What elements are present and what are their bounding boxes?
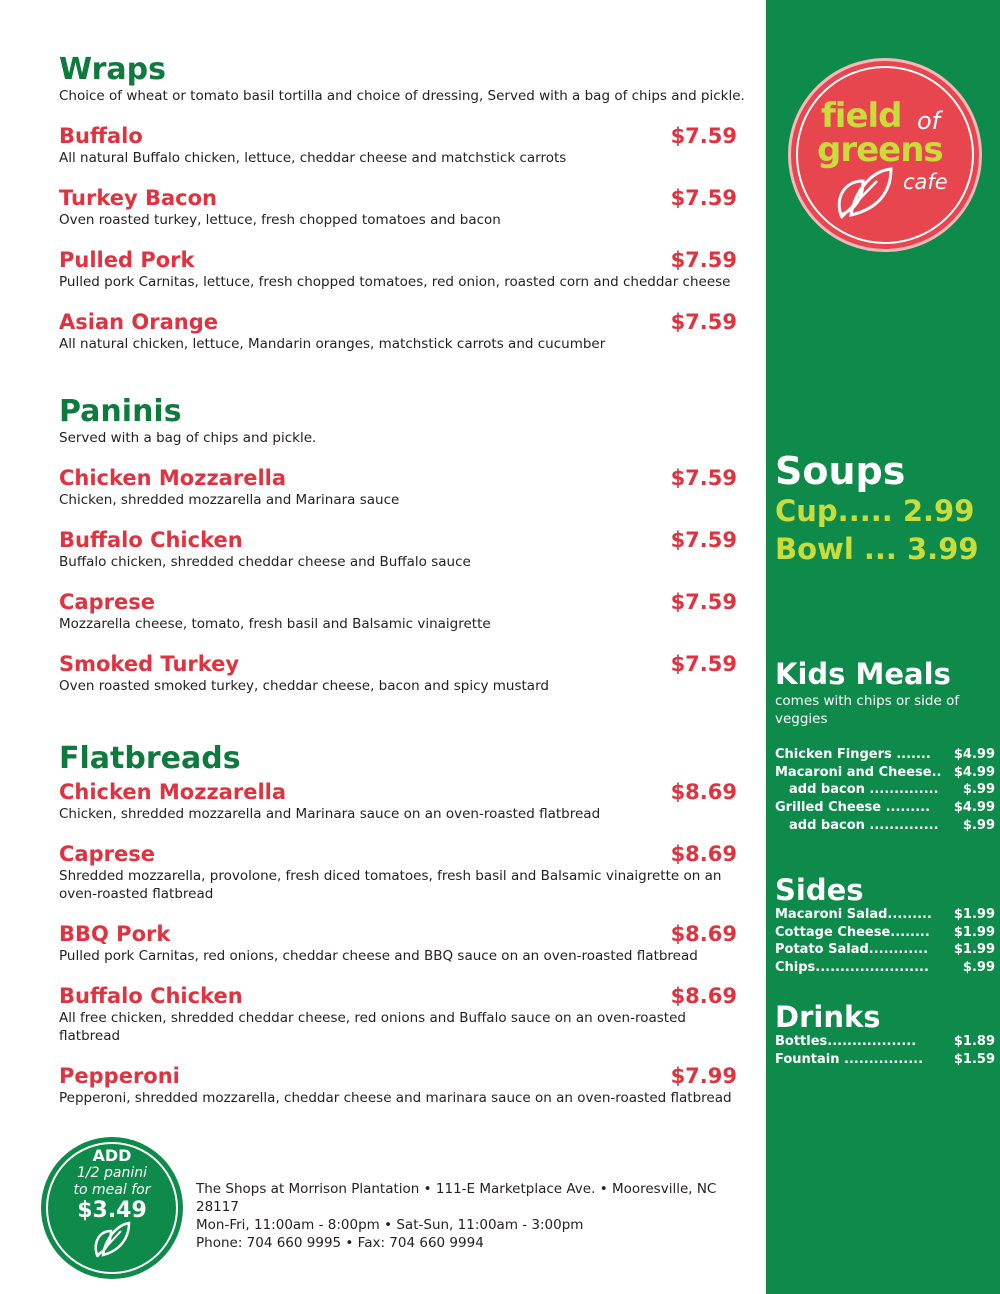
item-price: $7.59	[670, 124, 737, 148]
list-item: Cottage Cheese........ $1.99	[775, 924, 995, 940]
badge-text	[41, 1165, 183, 1199]
flatbreads-title: Flatbreads	[59, 741, 241, 776]
sides-section	[775, 874, 995, 977]
menu-item	[59, 465, 749, 509]
item-name: Buffalo Chicken	[59, 984, 243, 1008]
item-name: Chicken Mozzarella	[59, 466, 287, 490]
item-name: Caprese	[59, 842, 155, 866]
item-description: Chicken, shredded mozzarella and Marinara sauce on an oven-roasted flatbread	[59, 806, 601, 822]
badge-line1: 1/2 panini	[77, 1165, 147, 1181]
wraps-section	[59, 54, 749, 353]
list-item: Macaroni Salad......... $1.99	[775, 907, 995, 922]
item-name: Pulled Pork	[59, 248, 195, 272]
item-description: Mozzarella cheese, tomato, fresh basil and Balsamic vinaigrette	[59, 616, 491, 632]
item-description: All free chicken, shredded cheddar cheese, red onions and Buffalo sauce on an oven-roasted flatbread	[59, 1010, 686, 1044]
item-name: Buffalo Chicken	[59, 528, 243, 552]
item-description: Buffalo chicken, shredded cheddar cheese and Buffalo sauce	[59, 554, 471, 570]
item-description: Pulled pork Carnitas, lettuce, fresh chopped tomatoes, red onion, roasted corn and cheddar cheese	[59, 274, 731, 290]
drinks-list	[775, 1033, 995, 1068]
leaf-icon	[91, 1219, 133, 1259]
soups-section	[775, 450, 995, 568]
item-description: Pepperoni, shredded mozzarella, cheddar cheese and marinara sauce on an oven-roasted flatbread	[59, 1090, 732, 1106]
add-panini-badge	[41, 1137, 183, 1279]
item-price: $7.59	[670, 652, 737, 676]
list-item: add bacon .............. $.99	[789, 817, 995, 833]
menu-item	[59, 247, 749, 291]
list-item: Macaroni and Cheese.. $4.99	[775, 764, 995, 780]
list-item: Fountain ................ $1.59	[775, 1051, 995, 1067]
menu-item	[59, 185, 749, 229]
logo-of: of	[917, 107, 941, 135]
drinks-title: Drinks	[775, 1000, 881, 1034]
list-item: add bacon .............. $.99	[789, 782, 995, 798]
item-description: Oven roasted turkey, lettuce, fresh chopped tomatoes and bacon	[59, 212, 501, 228]
item-price: $8.69	[670, 984, 737, 1008]
soup-cup: Cup..... 2.99	[775, 494, 975, 528]
item-name: Buffalo	[59, 124, 143, 148]
kids-note: comes with chips or side of veggies	[775, 693, 960, 727]
soup-bowl: Bowl ... 3.99	[775, 532, 979, 566]
sides-title: Sides	[775, 873, 864, 907]
item-description: Shredded mozzarella, provolone, fresh diced tomatoes, fresh basil and Balsamic vinaigrette on an oven-roasted flatbread	[59, 868, 722, 902]
footer-hours: Mon-Fri, 11:00am - 8:00pm • Sat-Sun, 11:00am - 3:00pm	[196, 1217, 584, 1233]
footer-address: The Shops at Morrison Plantation • 111-E Marketplace Ave. • Mooresville, NC 28117	[196, 1181, 717, 1215]
item-price: $8.69	[670, 842, 737, 866]
list-item: Potato Salad............ $1.99	[775, 942, 995, 958]
menu-item	[59, 123, 749, 167]
item-name: Asian Orange	[59, 310, 218, 334]
item-price: $7.59	[670, 466, 737, 490]
paninis-note: Served with a bag of chips and pickle.	[59, 430, 317, 446]
item-price: $8.69	[670, 922, 737, 946]
item-name: Pepperoni	[59, 1064, 180, 1088]
item-price: $7.99	[670, 1064, 737, 1088]
menu-item	[59, 841, 749, 903]
item-description: Oven roasted smoked turkey, cheddar cheese, bacon and spicy mustard	[59, 678, 549, 694]
menu-item	[59, 651, 749, 695]
item-name: Smoked Turkey	[59, 652, 240, 676]
kids-meals-section	[775, 658, 995, 835]
wraps-note: Choice of wheat or tomato basil tortilla and choice of dressing, Served with a bag of chips and pickle.	[59, 88, 745, 104]
item-description: All natural chicken, lettuce, Mandarin oranges, matchstick carrots and cucumber	[59, 336, 606, 352]
logo-greens: greens	[817, 130, 943, 170]
badge-line2: to meal for	[73, 1182, 151, 1198]
menu-item	[59, 779, 749, 823]
paninis-section	[59, 396, 749, 695]
logo-field: field	[821, 96, 902, 136]
logo	[788, 58, 982, 252]
kids-list	[775, 746, 995, 835]
wraps-title: Wraps	[59, 52, 166, 87]
footer-phone: Phone: 704 660 9995 • Fax: 704 660 9994	[196, 1235, 484, 1251]
list-item: Bottles.................. $1.89	[775, 1034, 995, 1049]
paninis-title: Paninis	[59, 394, 182, 429]
menu-item	[59, 589, 749, 633]
menu-item	[59, 921, 749, 965]
item-price: $7.59	[670, 186, 737, 210]
menu-item	[59, 983, 749, 1045]
item-description: Chicken, shredded mozzarella and Marinara sauce	[59, 492, 400, 508]
item-price: $8.69	[670, 780, 737, 804]
menu-item	[59, 1063, 749, 1107]
list-item: Chips....................... $.99	[775, 960, 995, 976]
item-name: BBQ Pork	[59, 922, 171, 946]
badge-add: ADD	[92, 1146, 132, 1165]
logo-cafe: cafe	[903, 170, 948, 194]
item-name: Turkey Bacon	[59, 186, 217, 210]
list-item: Grilled Cheese ......... $4.99	[775, 800, 995, 816]
flatbreads-section	[59, 743, 749, 1107]
kids-title: Kids Meals	[775, 657, 951, 691]
item-description: Pulled pork Carnitas, red onions, cheddar cheese and BBQ sauce on an oven-roasted flatbread	[59, 948, 698, 964]
item-price: $7.59	[670, 590, 737, 614]
item-price: $7.59	[670, 528, 737, 552]
menu-item	[59, 527, 749, 571]
list-item: Chicken Fingers ....... $4.99	[775, 747, 995, 762]
sidebar	[766, 0, 1000, 1294]
sides-list	[775, 906, 995, 977]
item-name: Chicken Mozzarella	[59, 780, 287, 804]
footer-info	[196, 1180, 756, 1252]
badge-price: $3.49	[77, 1198, 147, 1223]
drinks-section	[775, 1001, 995, 1068]
menu-item	[59, 309, 749, 353]
item-price: $7.59	[670, 310, 737, 334]
item-description: All natural Buffalo chicken, lettuce, cheddar cheese and matchstick carrots	[59, 150, 567, 166]
item-name: Caprese	[59, 590, 155, 614]
soups-title: Soups	[775, 449, 906, 493]
item-price: $7.59	[670, 248, 737, 272]
leaf-icon	[835, 163, 897, 221]
